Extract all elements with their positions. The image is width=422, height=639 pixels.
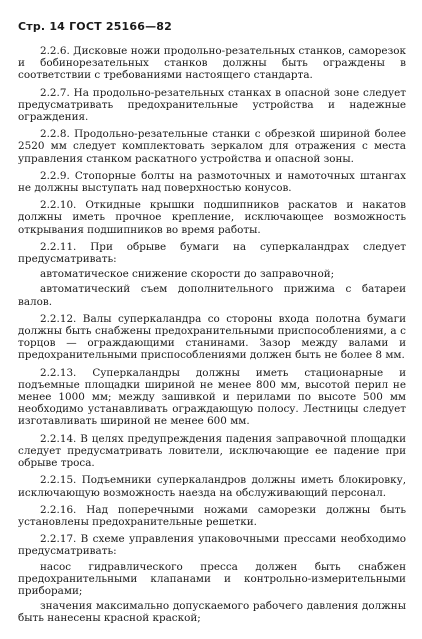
document-body [18,45,406,625]
page-header: Стр. 14 ГОСТ 25166—82 [18,20,173,33]
clause-2-2-11-item-2: автоматический съем дополнительного прижима с батареи валов. [18,283,406,308]
clause-2-2-7: 2.2.7. На продольно-резательных станках в опасной зоне следует предусматривать предохранительные устройства и надежные ограждения. [18,86,406,124]
clause-2-2-13: 2.2.13. Суперкаландры должны иметь стационарные и подъемные площадки шириной не менее 800 мм, высотой перил не менее 1000 мм; между зашивкой и перилами по высоте 500 мм необходимо устанавливать ограждающую полосу. Лестницы следует изготавливать шириной не менее 600 мм. [18,366,406,428]
clause-2-2-16: 2.2.16. Над поперечными ножами саморезки должны быть установлены предохранительные решетки. [18,503,406,528]
clause-2-2-17-item-1: насос гидравлического пресса должен быть снабжен предохранительными клапанами и контрольно-измерительными приборами; [18,560,406,597]
clause-2-2-14: 2.2.14. В целях предупреждения падения заправочной площадки следует предусматривать ловители, исключающие ее падение при обрыве троса. [18,432,406,470]
clause-2-2-15: 2.2.15. Подъемники суперкаландров должны иметь блокировку, исключающую возможность наезда на обслуживающий персонал. [18,474,406,499]
clause-2-2-11: 2.2.11. При обрыве бумаги на суперкаландрах следует предусматривать: [18,240,406,266]
clause-2-2-17-item-2: значения максимально допускаемого рабочего давления должны быть нанесены красной краской; [18,600,406,625]
clause-2-2-9: 2.2.9. Стопорные болты на размоточных и намоточных штангах не должны выступать над поверхностью конусов. [18,169,406,195]
clause-2-2-10: 2.2.10. Откидные крышки подшипников раскатов и накатов должны иметь прочное крепление, исключающее возможность открывания подшипников во время работы. [18,199,406,236]
clause-2-2-12: 2.2.12. Валы суперкаландра со стороны входа полотна бумаги должны быть снабжены предохранительными приспособлениями, а с торцов — ограждающими станинами. Зазор между валами и предохранительными приспособлениями должен быть не более 8 мм. [18,312,406,362]
clause-2-2-8: 2.2.8. Продольно-резательные станки с обрезкой шириной более 2520 мм следует комплектовать зеркалом для отражения с места управления станком раскатного устройства и опасной зоны. [18,128,406,165]
clause-2-2-17: 2.2.17. В схеме управления упаковочными прессами необходимо предусматривать: [18,533,406,558]
clause-2-2-11-item-1: автоматическое снижение скорости до заправочной; [40,268,335,281]
clause-2-2-6: 2.2.6. Дисковые ножи продольно-резательных станков, саморезок и бобинорезательных станков должны быть ограждены в соответствии с требованиями настоящего стандарта. [18,45,406,82]
